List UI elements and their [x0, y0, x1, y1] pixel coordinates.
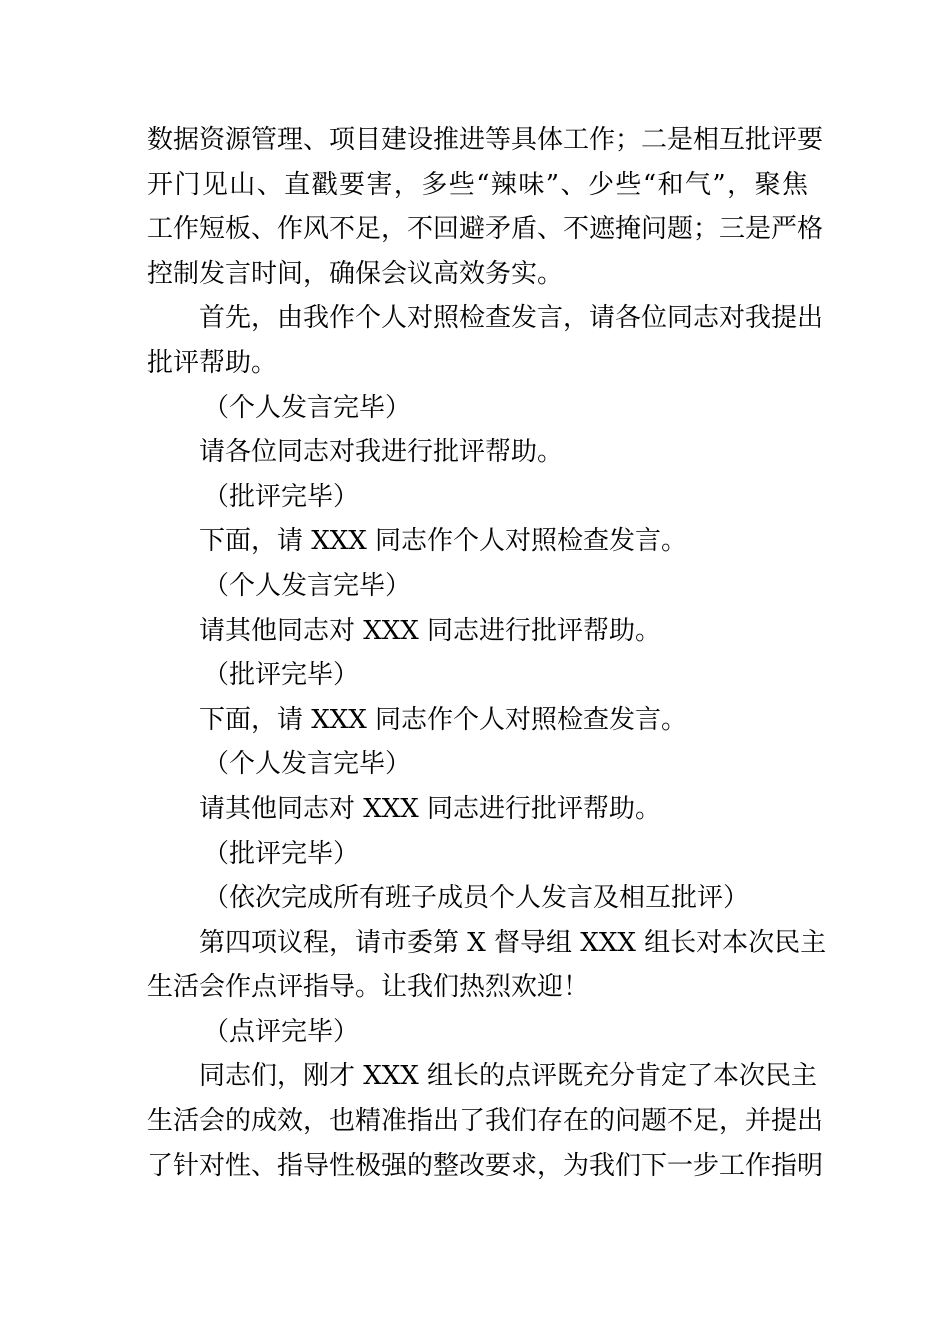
text-line: 请各位同志对我进行批评帮助。 — [199, 437, 564, 468]
text-line: 生活会作点评指导。让我们热烈欢迎！ — [147, 972, 590, 1003]
text-line: 请其他同志对 XXX 同志进行批评帮助。 — [199, 615, 662, 646]
text-line: 批评帮助。 — [147, 347, 278, 378]
document-body — [147, 118, 827, 1188]
text-line: 同志们，刚才 XXX 组长的点评既充分肯定了本次民主 — [199, 1061, 818, 1092]
text-line: 下面，请 XXX 同志作个人对照检查发言。 — [199, 704, 688, 735]
text-line: （批评完毕） — [203, 481, 360, 512]
text-line: （批评完毕） — [203, 660, 360, 691]
text-line: （点评完毕） — [203, 1016, 360, 1047]
text-line: （依次完成所有班子成员个人发言及相互批评） — [203, 883, 750, 914]
text-line: （个人发言完毕） — [203, 749, 412, 780]
text-line: （个人发言完毕） — [203, 392, 412, 423]
text-line: 请其他同志对 XXX 同志进行批评帮助。 — [199, 793, 662, 824]
text-line: 了针对性、指导性极强的整改要求，为我们下一步工作指明 — [147, 1150, 824, 1181]
text-line: 首先，由我作个人对照检查发言，请各位同志对我提出 — [199, 303, 824, 334]
text-line: 开门见山、直戳要害，多些“辣味”、少些“和气”，聚焦 — [147, 169, 808, 200]
text-line: 数据资源管理、项目建设推进等具体工作；二是相互批评要 — [147, 125, 824, 155]
text-line: 控制发言时间，确保会议高效务实。 — [147, 258, 564, 289]
text-line: （个人发言完毕） — [203, 570, 412, 601]
text-line: 下面，请 XXX 同志作个人对照检查发言。 — [199, 526, 688, 557]
text-line: （批评完毕） — [203, 838, 360, 869]
text-line: 生活会的成效，也精准指出了我们存在的问题不足，并提出 — [147, 1106, 824, 1137]
text-line: 第四项议程，请市委第 X 督导组 XXX 组长对本次民主 — [199, 927, 827, 958]
text-line: 工作短板、作风不足，不回避矛盾、不遮掩问题；三是严格 — [147, 214, 824, 245]
